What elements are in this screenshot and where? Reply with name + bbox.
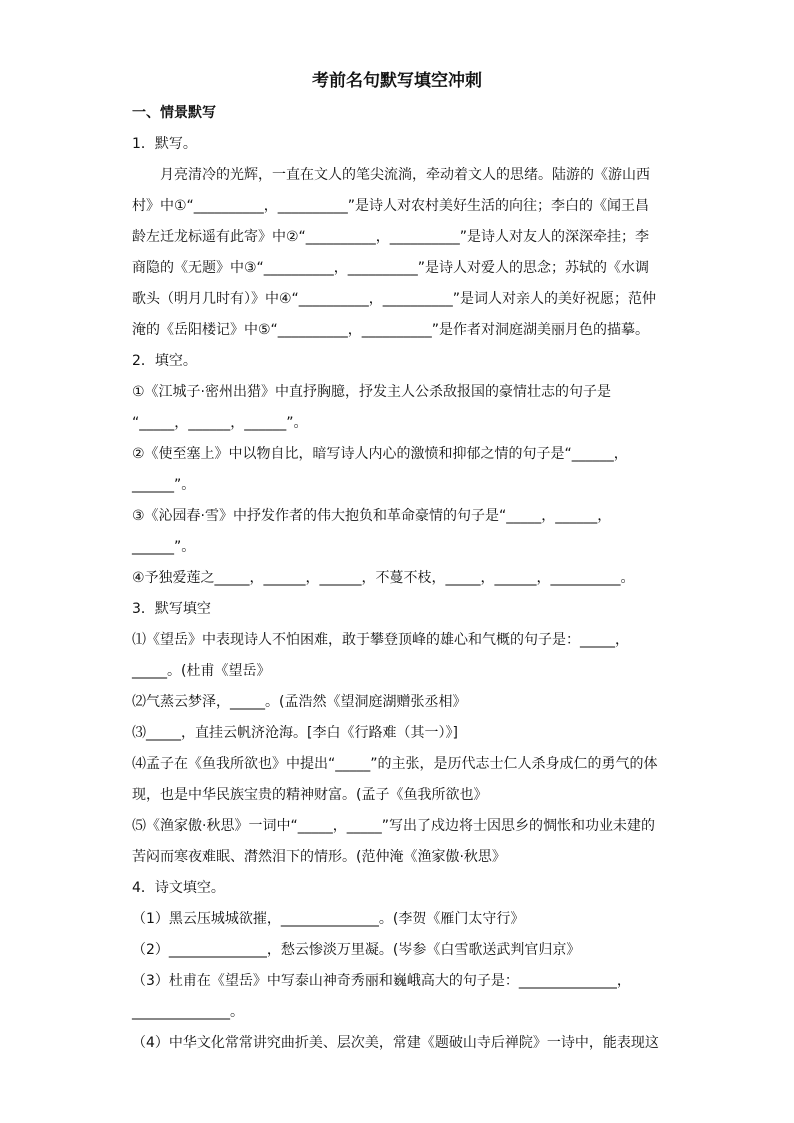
question-3-text-line: ⑸《渔家傲·秋思》一词中“_____，_____”写出了戍边将士因思乡的惆怅和功业未建的 — [132, 818, 655, 834]
question-3-text-line: ⑵气蒸云梦泽，_____。(孟浩然《望洞庭湖赠张丞相》 — [132, 694, 467, 710]
question-2-text-line: ④予独爱莲之_____，______，______，不蔓不枝，_____，______，__________。 — [132, 570, 635, 586]
question-3-text-line: _____。(杜甫《望岳》 — [132, 663, 271, 679]
question-2-text-line: ②《使至塞上》中以物自比，暗写诗人内心的激愤和抑郁之情的句子是“______， — [132, 446, 628, 462]
question-1-text-line: 淹的《岳阳楼记》中⑤“__________，__________”是作者对洞庭湖美丽月色的描摹。 — [132, 322, 650, 338]
question-2-text-line: ______”。 — [132, 477, 196, 493]
question-2-label: 2．填空。 — [132, 353, 197, 369]
question-1-text-line: 月亮清冷的光辉，一直在文人的笔尖流淌，牵动着文人的思绪。陆游的《游山西 — [160, 167, 650, 183]
question-3-text-line: ⑷孟子在《鱼我所欲也》中提出“_____”的主张，是历代志士仁人杀身成仁的勇气的体 — [132, 756, 658, 772]
question-4-text-line: ______________。 — [132, 1004, 244, 1020]
section-heading: 一、情景默写 — [132, 105, 216, 121]
question-1-text-line: 龄左迁龙标遥有此寄》中②“__________，__________”是诗人对友人的深深牵挂；李 — [132, 229, 650, 245]
question-4-text-line: （4）中华文化常常讲究曲折美、层次美，常建《题破山寺后禅院》一诗中，能表现这 — [132, 1035, 659, 1051]
question-3-text-line: 现，也是中华民族宝贵的精神财富。(孟子《鱼我所欲也》 — [132, 787, 488, 803]
question-2-text-line: ①《江城子·密州出猎》中直抒胸臆，抒发主人公杀敌报国的豪情壮志的句子是 — [132, 384, 611, 400]
question-1-text-line: 村》中①“__________，__________”是诗人对农村美好生活的向往；李白的《闻王昌 — [132, 198, 650, 214]
question-2-text-line: ______”。 — [132, 539, 196, 555]
question-3-text-line: 苦闷而寒夜难眠、潸然泪下的情形。(范仲淹《渔家傲·秋思》 — [132, 849, 506, 865]
question-3-label: 3．默写填空 — [132, 601, 211, 617]
question-4-text-line: （3）杜甫在《望岳》中写泰山神奇秀丽和巍峨高大的句子是：______________， — [132, 973, 631, 989]
question-4-text-line: （1）黑云压城城欲摧，______________。(李贺《雁门太守行》 — [132, 911, 525, 927]
question-2-text-line: ③《沁园春·雪》中抒发作者的伟大抱负和革命豪情的句子是“_____，______， — [132, 508, 612, 524]
question-1-text-line: 商隐的《无题》中③“__________，__________”是诗人对爱人的思念；苏轼的《水调 — [132, 260, 650, 276]
question-1-text-line: 歌头（明月几时有）》中④“__________，__________”是词人对亲人的美好祝愿；范仲 — [132, 291, 657, 307]
question-1-label: 1．默写。 — [132, 136, 197, 152]
question-4-text-line: （2）______________，愁云惨淡万里凝。(岑参《白雪歌送武判官归京》 — [132, 942, 581, 958]
document-page — [132, 64, 662, 1059]
question-3-text-line: ⑶_____，直挂云帆济沧海。[李白《行路难（其一）》] — [132, 725, 458, 741]
question-2-text-line: “_____，______，______”。 — [132, 415, 308, 431]
page-title: 考前名句默写填空冲刺 — [312, 71, 482, 91]
question-3-text-line: ⑴《望岳》中表现诗人不怕困难，敢于攀登顶峰的雄心和气概的句子是：_____， — [132, 632, 629, 648]
question-4-label: 4．诗文填空。 — [132, 880, 225, 896]
